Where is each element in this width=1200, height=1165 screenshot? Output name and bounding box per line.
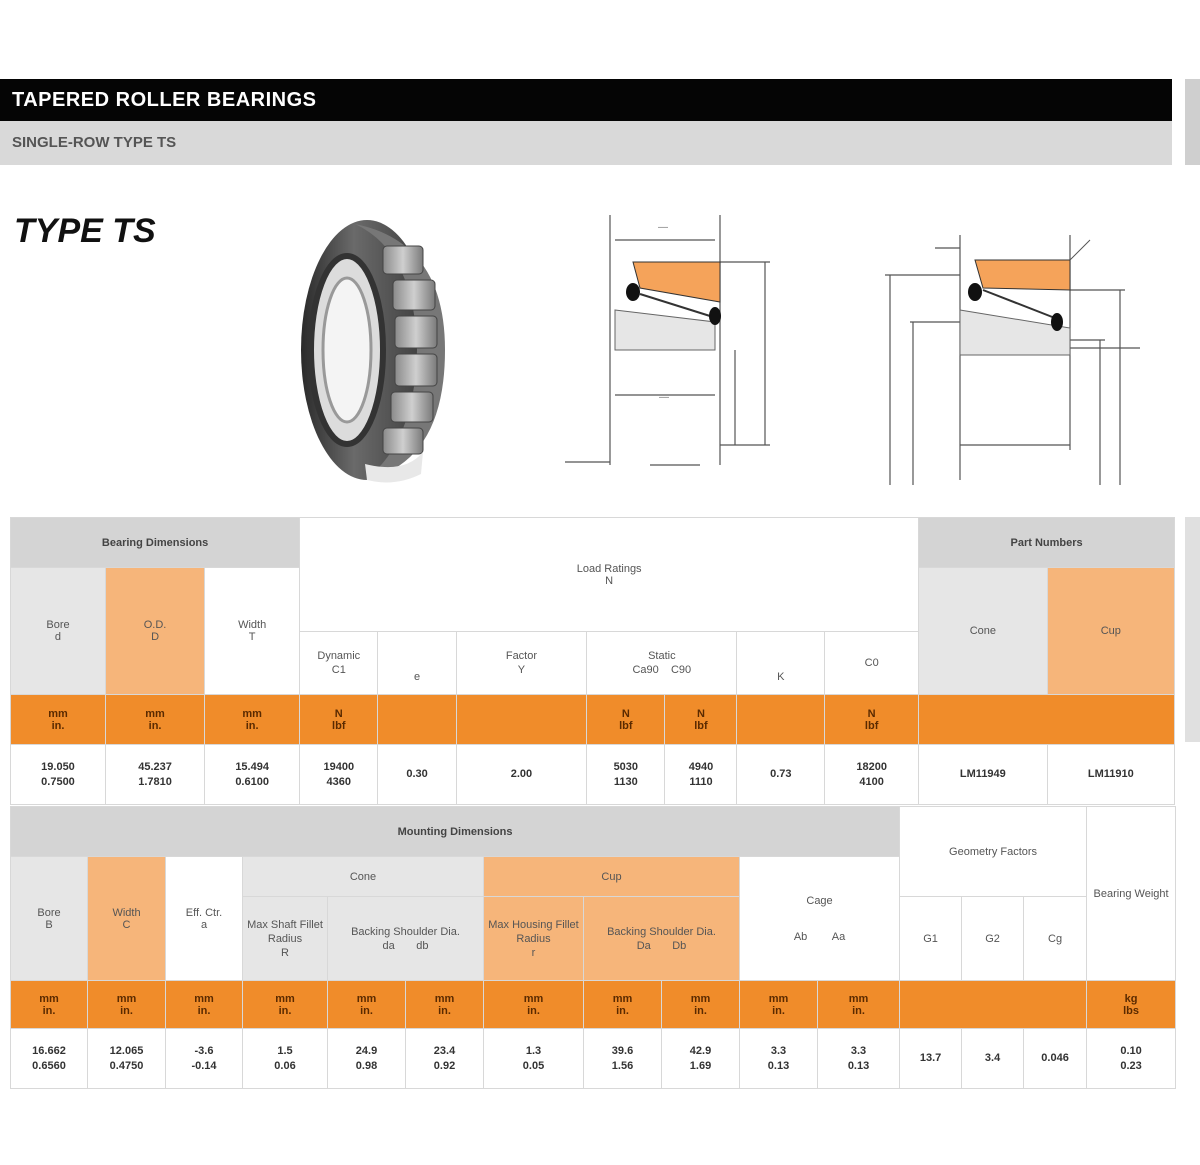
col2-cup-backing bbox=[584, 897, 740, 981]
unit2-aa bbox=[818, 981, 900, 1029]
col2-g1: G1 bbox=[900, 897, 962, 981]
cell2-aa-mm: 3.3 bbox=[850, 1044, 867, 1057]
col2-bore bbox=[11, 857, 88, 981]
col2-cup-fillet bbox=[484, 897, 584, 981]
col-static bbox=[587, 632, 737, 695]
unit-width bbox=[205, 695, 300, 745]
unit2-cup-r bbox=[484, 981, 584, 1029]
cell2-Da-in: 1.56 bbox=[611, 1059, 634, 1072]
col-bore-symbol: d bbox=[54, 631, 62, 643]
group-bearing-weight: Bearing Weight bbox=[1087, 807, 1176, 981]
unit2-da bbox=[328, 981, 406, 1029]
col-bore-label: Bore bbox=[46, 619, 70, 631]
unit2-da-mm: mm bbox=[356, 992, 377, 1005]
col2-eff-ctr bbox=[166, 857, 243, 981]
cell-od-mm: 45.237 bbox=[138, 760, 172, 773]
group-mounting-dimensions: Mounting Dimensions bbox=[11, 807, 900, 857]
cell2-ab-in: 0.13 bbox=[767, 1059, 790, 1072]
group-bearing-dimensions: Bearing Dimensions bbox=[11, 518, 300, 568]
unit2-weight bbox=[1087, 981, 1176, 1029]
cell-bore-in: 0.7500 bbox=[41, 775, 75, 788]
col-c0: C0 bbox=[825, 632, 919, 695]
unit-od-in: in. bbox=[148, 719, 162, 732]
col-cone: Cone bbox=[919, 568, 1047, 695]
mounting-dimensions-table bbox=[10, 806, 1176, 1089]
unit2-Db bbox=[662, 981, 740, 1029]
load-rating-table bbox=[10, 517, 1175, 805]
unit2-r-mm: mm bbox=[275, 992, 295, 1005]
cell-c0-lbf: 4100 bbox=[859, 775, 884, 788]
catalog-subtitle-bar bbox=[0, 121, 1172, 165]
cell2-Da bbox=[584, 1029, 662, 1089]
cell2-weight-lbs: 0.23 bbox=[1120, 1059, 1142, 1072]
col-width bbox=[205, 568, 300, 695]
unit-bore-in: in. bbox=[51, 719, 65, 732]
cell2-db-mm: 23.4 bbox=[433, 1044, 456, 1057]
col2-cone-fillet-label: Max Shaft Fillet Radius bbox=[247, 918, 323, 945]
unit-c90-n: N bbox=[696, 707, 705, 720]
col-width-label: Width bbox=[238, 619, 267, 631]
cell2-cg: 0.046 bbox=[1024, 1029, 1087, 1089]
cell-c90 bbox=[665, 745, 737, 805]
col-width-symbol: T bbox=[248, 631, 256, 643]
col-k: K bbox=[737, 632, 825, 695]
unit2-ab-in: in. bbox=[772, 1004, 785, 1017]
col2-cone-backing-subs bbox=[328, 939, 483, 953]
unit2-geometry bbox=[900, 981, 1087, 1029]
col2-da: da bbox=[382, 939, 395, 952]
col-dynamic-symbol: C1 bbox=[331, 664, 346, 676]
unit-part-numbers bbox=[919, 695, 1175, 745]
col2-width-label: Width bbox=[112, 906, 141, 919]
col2-cone-fillet-symbol: R bbox=[281, 946, 289, 959]
unit2-eff-in: in. bbox=[197, 1004, 211, 1017]
bearing-type-label: TYPE TS bbox=[14, 212, 156, 250]
col-od-symbol: D bbox=[151, 631, 160, 643]
cell2-aa-in: 0.13 bbox=[847, 1059, 870, 1072]
group-cage bbox=[740, 857, 900, 981]
col2-eff-ctr-label: Eff. Ctr. bbox=[185, 906, 223, 919]
cell-cone: LM11949 bbox=[919, 745, 1047, 805]
unit-ca90-lbf: lbf bbox=[619, 719, 633, 732]
table-row bbox=[11, 1029, 1176, 1089]
col-static-subs bbox=[587, 663, 736, 677]
col2-aa: Aa bbox=[831, 930, 846, 943]
cell-bore bbox=[11, 745, 106, 805]
cell2-Da-mm: 39.6 bbox=[611, 1044, 634, 1057]
cell-width-mm: 15.494 bbox=[235, 760, 269, 773]
cell2-weight-kg: 0.10 bbox=[1120, 1044, 1142, 1057]
col2-Da: Da bbox=[636, 939, 651, 952]
unit2-aa-in: in. bbox=[852, 1004, 865, 1017]
col2-cone-backing bbox=[328, 897, 484, 981]
cell2-bore-mm: 16.662 bbox=[32, 1044, 66, 1057]
cell2-aa bbox=[818, 1029, 900, 1089]
cell-c0 bbox=[825, 745, 919, 805]
col-e: e bbox=[378, 632, 456, 695]
col2-width bbox=[88, 857, 166, 981]
cell-od-in: 1.7810 bbox=[138, 775, 172, 788]
mounting-diagram bbox=[875, 210, 1175, 490]
cell-dynamic-lbf: 4360 bbox=[326, 775, 352, 788]
col2-g2: G2 bbox=[962, 897, 1024, 981]
cell2-bore-in: 0.6560 bbox=[32, 1059, 66, 1072]
unit2-ab-mm: mm bbox=[768, 992, 789, 1005]
unit-c0-lbf: lbf bbox=[864, 719, 879, 732]
col2-cup-backing-subs bbox=[584, 939, 739, 953]
catalog-subtitle: SINGLE-ROW TYPE TS bbox=[12, 134, 177, 151]
cell2-g2: 3.4 bbox=[962, 1029, 1024, 1089]
cell-c90-lbf: 1110 bbox=[689, 775, 713, 788]
unit2-width-mm: mm bbox=[116, 992, 137, 1005]
cell2-r-in: 0.06 bbox=[274, 1059, 296, 1072]
unit-dynamic bbox=[300, 695, 378, 745]
unit-dynamic-n: N bbox=[334, 707, 343, 720]
col-cup: Cup bbox=[1047, 568, 1174, 695]
col-factor-symbol: Y bbox=[517, 664, 526, 676]
col2-cup-fillet-symbol: r bbox=[531, 946, 536, 959]
cell2-Db-in: 1.69 bbox=[689, 1059, 712, 1072]
cell2-Db-mm: 42.9 bbox=[689, 1044, 712, 1057]
unit2-r bbox=[243, 981, 328, 1029]
col2-bore-symbol: B bbox=[45, 918, 53, 931]
svg-text:—: — bbox=[659, 392, 669, 403]
cell2-width bbox=[88, 1029, 166, 1089]
cell2-r-mm: 1.5 bbox=[277, 1044, 293, 1057]
unit2-ab bbox=[740, 981, 818, 1029]
unit2-db-mm: mm bbox=[434, 992, 455, 1005]
unit-ca90 bbox=[587, 695, 665, 745]
unit-c0 bbox=[825, 695, 919, 745]
cell-k: 0.73 bbox=[737, 745, 825, 805]
col2-cone-backing-label: Backing Shoulder Dia. bbox=[351, 925, 460, 938]
col-od bbox=[105, 568, 204, 695]
cell2-width-in: 0.4750 bbox=[109, 1059, 144, 1072]
cross-section-diagram bbox=[555, 210, 780, 485]
col-bore bbox=[11, 568, 106, 695]
cell-od bbox=[105, 745, 204, 805]
cell2-ab bbox=[740, 1029, 818, 1089]
unit-c0-n: N bbox=[867, 707, 876, 720]
cell-ca90-n: 5030 bbox=[613, 760, 639, 773]
unit-c90-lbf: lbf bbox=[694, 719, 708, 732]
unit-e bbox=[378, 695, 456, 745]
cell-width-in: 0.6100 bbox=[235, 775, 269, 788]
col-static-label: Static bbox=[648, 650, 676, 662]
unit-bore bbox=[11, 695, 106, 745]
cell2-r bbox=[243, 1029, 328, 1089]
load-ratings-unit: N bbox=[605, 574, 614, 587]
cell-cup: LM11910 bbox=[1047, 745, 1174, 805]
unit2-db-in: in. bbox=[438, 1004, 451, 1017]
unit-k bbox=[737, 695, 825, 745]
group-cage-label: Cage bbox=[806, 894, 833, 907]
unit-width-in: in. bbox=[245, 719, 259, 732]
cell2-eff bbox=[166, 1029, 243, 1089]
cell2-weight bbox=[1087, 1029, 1176, 1089]
group-cup: Cup bbox=[484, 857, 740, 897]
unit2-bore-in: in. bbox=[42, 1004, 56, 1017]
col2-eff-ctr-symbol: a bbox=[200, 918, 208, 931]
col-od-label: O.D. bbox=[143, 619, 167, 631]
cell2-bore bbox=[11, 1029, 88, 1089]
unit2-r-in: in. bbox=[278, 1004, 292, 1017]
unit-od-mm: mm bbox=[145, 707, 165, 720]
col2-ab: Ab bbox=[793, 930, 808, 943]
unit-width-mm: mm bbox=[242, 707, 262, 720]
group-cage-subs bbox=[740, 931, 899, 943]
load-ratings-title: Load Ratings bbox=[576, 562, 642, 575]
col-c90: C90 bbox=[670, 664, 692, 676]
unit2-Db-in: in. bbox=[694, 1004, 707, 1017]
cell2-da-mm: 24.9 bbox=[355, 1044, 378, 1057]
unit-factor bbox=[456, 695, 586, 745]
cell-factor: 2.00 bbox=[456, 745, 586, 805]
cell2-cup-r bbox=[484, 1029, 584, 1089]
group-part-numbers: Part Numbers bbox=[919, 518, 1175, 568]
bearing-photo bbox=[295, 212, 460, 487]
unit2-da-in: in. bbox=[360, 1004, 373, 1017]
unit2-weight-kg: kg bbox=[1124, 992, 1138, 1005]
col-factor bbox=[456, 632, 586, 695]
cell-e: 0.30 bbox=[378, 745, 456, 805]
unit2-cup-r-in: in. bbox=[527, 1004, 540, 1017]
catalog-title-bar bbox=[0, 79, 1172, 121]
unit2-Db-mm: mm bbox=[690, 992, 711, 1005]
col-dynamic-label: Dynamic bbox=[317, 650, 361, 662]
col2-cup-fillet-label: Max Housing Fillet Radius bbox=[488, 918, 579, 945]
cell2-cup-r-in: 0.05 bbox=[522, 1059, 545, 1072]
cell2-eff-in: -0.14 bbox=[191, 1059, 217, 1072]
cell2-da-in: 0.98 bbox=[355, 1059, 378, 1072]
group-geometry-factors: Geometry Factors bbox=[900, 807, 1087, 897]
unit2-db bbox=[406, 981, 484, 1029]
cell-bore-mm: 19.050 bbox=[41, 760, 75, 773]
unit2-Da-in: in. bbox=[616, 1004, 629, 1017]
cell2-db bbox=[406, 1029, 484, 1089]
next-page-table-edge bbox=[1185, 517, 1200, 742]
col2-bore-label: Bore bbox=[37, 906, 61, 919]
col2-cg: Cg bbox=[1024, 897, 1087, 981]
unit-od bbox=[105, 695, 204, 745]
cell-ca90 bbox=[587, 745, 665, 805]
cell2-da bbox=[328, 1029, 406, 1089]
col-dynamic bbox=[300, 632, 378, 695]
group-load-ratings bbox=[300, 518, 919, 632]
unit2-aa-mm: mm bbox=[848, 992, 869, 1005]
unit2-eff bbox=[166, 981, 243, 1029]
cell2-width-mm: 12.065 bbox=[109, 1044, 144, 1057]
unit2-weight-lbs: lbs bbox=[1123, 1004, 1140, 1017]
cell2-g1: 13.7 bbox=[900, 1029, 962, 1089]
col2-Db: Db bbox=[672, 939, 687, 952]
group-cone: Cone bbox=[243, 857, 484, 897]
cell-dynamic bbox=[300, 745, 378, 805]
col2-cone-fillet bbox=[243, 897, 328, 981]
cell2-eff-mm: -3.6 bbox=[194, 1044, 214, 1057]
unit-ca90-n: N bbox=[621, 707, 630, 720]
catalog-title: TAPERED ROLLER BEARINGS bbox=[12, 89, 317, 111]
col-factor-label: Factor bbox=[505, 650, 538, 662]
col2-cup-backing-label: Backing Shoulder Dia. bbox=[607, 925, 716, 938]
unit2-cup-r-mm: mm bbox=[523, 992, 544, 1005]
cell2-Db bbox=[662, 1029, 740, 1089]
unit2-Da bbox=[584, 981, 662, 1029]
unit2-eff-mm: mm bbox=[194, 992, 214, 1005]
cell2-db-in: 0.92 bbox=[433, 1059, 456, 1072]
unit2-width bbox=[88, 981, 166, 1029]
unit-bore-mm: mm bbox=[48, 707, 68, 720]
cell2-ab-mm: 3.3 bbox=[770, 1044, 787, 1057]
unit2-bore bbox=[11, 981, 88, 1029]
cell2-cup-r-mm: 1.3 bbox=[525, 1044, 542, 1057]
cell-c90-n: 4940 bbox=[688, 760, 714, 773]
col2-db: db bbox=[416, 939, 429, 952]
cell-width bbox=[205, 745, 300, 805]
unit-dynamic-lbf: lbf bbox=[332, 719, 346, 732]
svg-text:—: — bbox=[658, 222, 668, 233]
col-ca90: Ca90 bbox=[632, 664, 659, 676]
unit-c90 bbox=[665, 695, 737, 745]
unit2-Da-mm: mm bbox=[612, 992, 633, 1005]
cell-c0-n: 18200 bbox=[856, 760, 887, 773]
col2-width-symbol: C bbox=[122, 918, 131, 931]
cell-ca90-lbf: 1130 bbox=[613, 775, 638, 788]
table-row bbox=[11, 745, 1175, 805]
cell-dynamic-n: 19400 bbox=[323, 760, 355, 773]
unit2-width-in: in. bbox=[120, 1004, 133, 1017]
next-page-edge bbox=[1185, 79, 1200, 165]
unit2-bore-mm: mm bbox=[39, 992, 59, 1005]
